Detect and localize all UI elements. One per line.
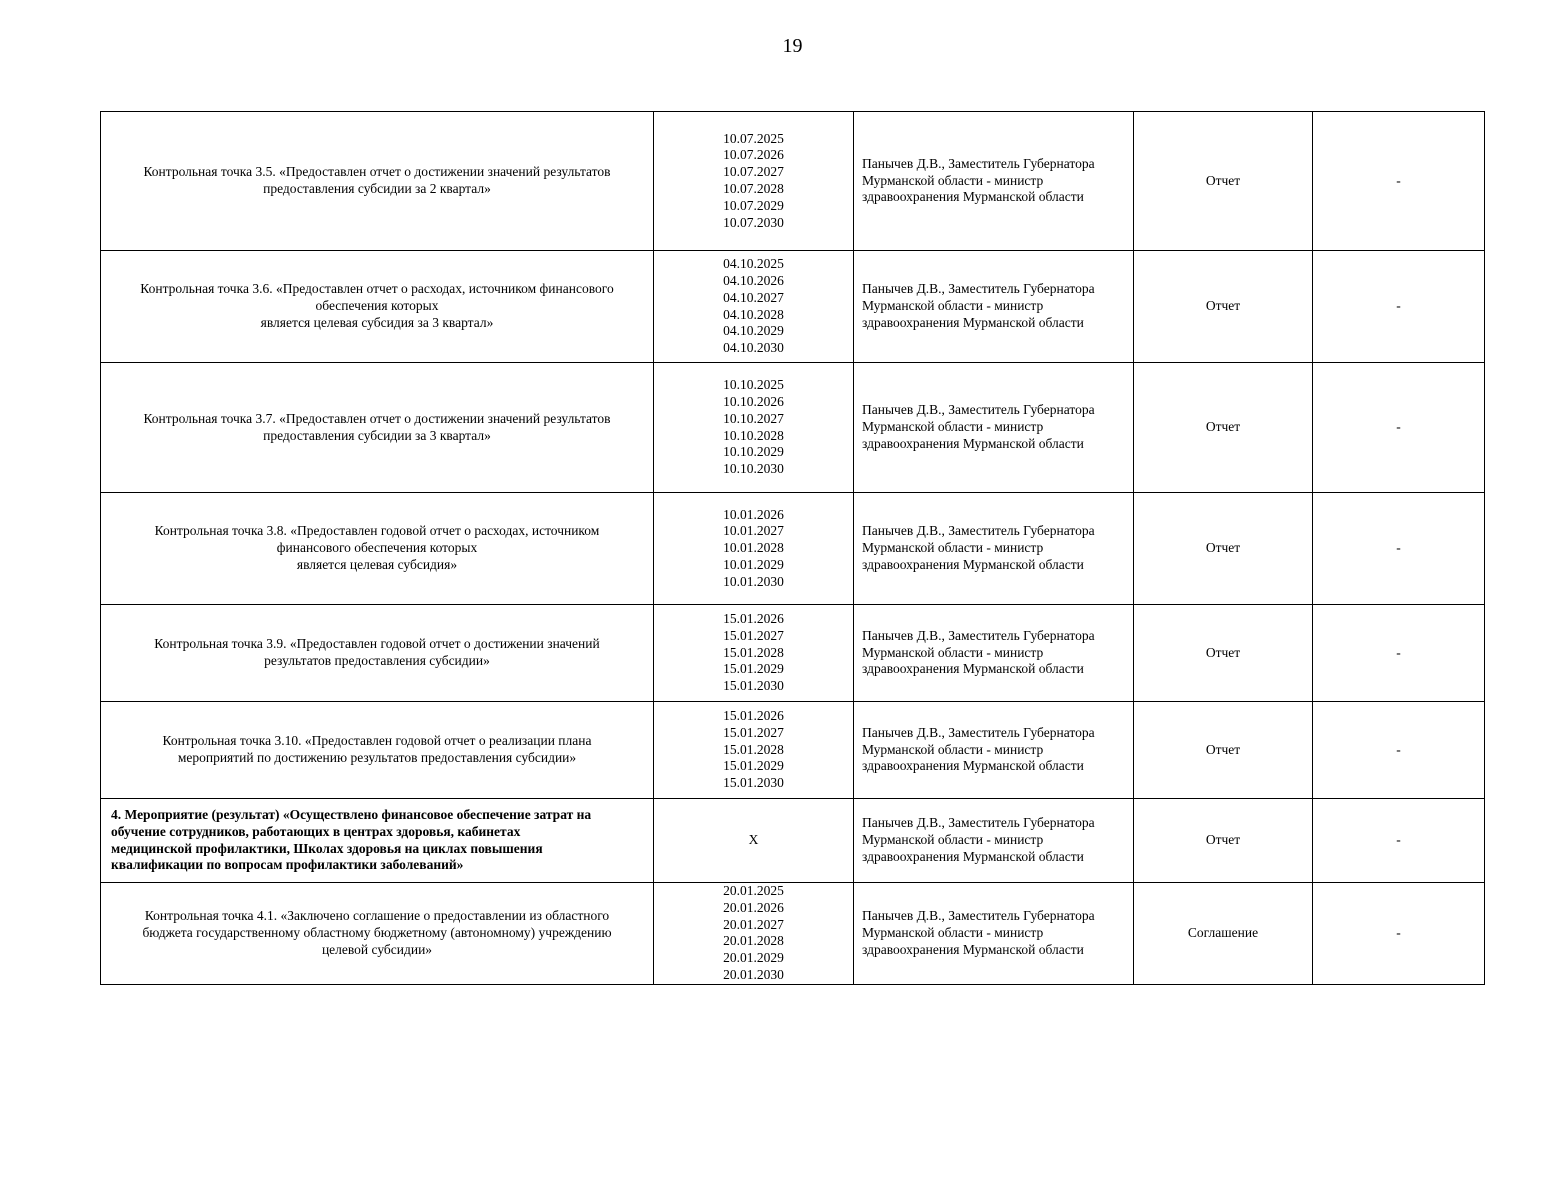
event-name: Контрольная точка 3.6. «Предоставлен отчет о расходах, источником финансового обеспечения которых является целевая субсидия за 3 квартал» [140, 281, 614, 330]
responsible-line: здравоохранения Мурманской области [862, 435, 1084, 451]
table-row [101, 799, 1485, 883]
responsible-cell [854, 605, 1134, 702]
responsible-cell [854, 883, 1134, 985]
date-value: 04.10.2027 [723, 289, 784, 305]
responsible-cell [854, 799, 1134, 883]
dates-cell [654, 883, 854, 985]
document-type-cell: Отчет [1134, 251, 1313, 363]
responsible-line: здравоохранения Мурманской области [862, 848, 1084, 864]
date-value: 04.10.2030 [723, 340, 784, 356]
date-value: 10.10.2030 [723, 461, 784, 477]
responsible-cell [854, 702, 1134, 799]
table-row [101, 605, 1485, 702]
responsible-line: Мурманской области - министр [862, 298, 1044, 314]
event-name: Контрольная точка 3.8. «Предоставлен годовой отчет о расходах, источником финансового обеспечения которых является целевая субсидия» [154, 523, 600, 572]
date-value: 20.01.2029 [723, 950, 784, 966]
date-value: 15.01.2029 [723, 661, 784, 677]
date-value: 15.01.2026 [723, 708, 784, 723]
date-value: 10.01.2026 [723, 506, 784, 522]
dates-cell [654, 112, 854, 251]
responsible-line: Мурманской области - министр [862, 644, 1044, 660]
document-type-cell: Отчет [1134, 605, 1313, 702]
extra-info-cell: - [1313, 493, 1485, 605]
document-type-cell: Отчет [1134, 112, 1313, 251]
table-row [101, 251, 1485, 363]
date-value: 15.01.2029 [723, 758, 784, 774]
responsible-line: Мурманской области - министр [862, 832, 1044, 848]
date-value: 10.07.2027 [723, 164, 784, 180]
responsible-line: Панычев Д.В., Заместитель Губернатора [862, 523, 1095, 539]
extra-info-cell: - [1313, 363, 1485, 493]
date-value: 20.01.2025 [723, 883, 784, 898]
table-body [101, 112, 1485, 985]
responsible-cell [854, 493, 1134, 605]
responsible-line: Мурманской области - министр [862, 172, 1044, 188]
table-row [101, 493, 1485, 605]
responsible-line: здравоохранения Мурманской области [862, 556, 1084, 572]
date-value: 20.01.2027 [723, 916, 784, 932]
responsible-line: Панычев Д.В., Заместитель Губернатора [862, 908, 1095, 924]
event-name: Контрольная точка 3.10. «Предоставлен годовой отчет о реализации плана мероприятий по достижению результатов предоставления субсидии» [162, 733, 592, 765]
document-type-cell: Отчет [1134, 493, 1313, 605]
responsible-line: Панычев Д.В., Заместитель Губернатора [862, 627, 1095, 643]
extra-info-cell: - [1313, 112, 1485, 251]
document-type-cell: Отчет [1134, 702, 1313, 799]
date-value: 15.01.2028 [723, 741, 784, 757]
event-name-cell [101, 112, 654, 251]
event-name-cell [101, 363, 654, 493]
extra-info-cell: - [1313, 883, 1485, 985]
event-name-cell [101, 799, 654, 883]
event-name: Контрольная точка 3.5. «Предоставлен отчет о достижении значений результатов предоставления субсидии за 2 квартал» [143, 164, 611, 196]
date-value: 10.01.2028 [723, 540, 784, 556]
date-value: 10.07.2028 [723, 181, 784, 196]
event-name-cell [101, 605, 654, 702]
date-value: 15.01.2027 [723, 724, 784, 740]
date-value: 04.10.2028 [723, 306, 784, 322]
dates-cell [654, 363, 854, 493]
responsible-line: Панычев Д.В., Заместитель Губернатора [862, 155, 1095, 171]
table-row [101, 702, 1485, 799]
responsible-line: здравоохранения Мурманской области [862, 941, 1084, 957]
date-value: 10.01.2027 [723, 523, 784, 539]
event-name: Контрольная точка 3.9. «Предоставлен годовой отчет о достижении значений результатов предоставления субсидии» [154, 636, 600, 668]
date-value: 15.01.2027 [723, 627, 784, 643]
date-value: 20.01.2028 [723, 933, 784, 949]
event-name-cell [101, 493, 654, 605]
responsible-cell [854, 363, 1134, 493]
responsible-line: Мурманской области - министр [862, 741, 1044, 757]
responsible-line: Панычев Д.В., Заместитель Губернатора [862, 281, 1095, 297]
responsible-line: здравоохранения Мурманской области [862, 314, 1084, 330]
responsible-line: здравоохранения Мурманской области [862, 661, 1084, 677]
date-value: 10.10.2027 [723, 410, 784, 426]
dates-cell [654, 493, 854, 605]
table-row [101, 112, 1485, 251]
responsible-line: Панычев Д.В., Заместитель Губернатора [862, 724, 1095, 740]
date-value: 15.01.2030 [723, 678, 784, 694]
table-row [101, 883, 1485, 985]
responsible-cell [854, 112, 1134, 251]
date-value: 10.07.2025 [723, 130, 784, 146]
date-value: 04.10.2025 [723, 256, 784, 272]
date-value: 20.01.2026 [723, 899, 784, 915]
date-value: 10.07.2026 [723, 147, 784, 163]
event-name-cell [101, 702, 654, 799]
event-name: 4. Мероприятие (результат) «Осуществлено финансовое обеспечение затрат на обучение сотрудников, работающих в центрах здоровья, кабинетах медицинской профилактики, Школах здоровья на циклах повышения квалификации по вопросам профилактики заболеваний» [111, 806, 592, 873]
dates-cell [654, 605, 854, 702]
table-row [101, 363, 1485, 493]
event-name: Контрольная точка 3.7. «Предоставлен отчет о достижении значений результатов предоставления субсидии за 3 квартал» [143, 410, 611, 443]
date-value: 10.07.2029 [723, 197, 784, 213]
date-value: 10.10.2029 [723, 444, 784, 460]
date-value: 04.10.2026 [723, 272, 784, 288]
responsible-line: здравоохранения Мурманской области [862, 758, 1084, 774]
date-value: 10.10.2026 [723, 393, 784, 409]
responsible-line: Панычев Д.В., Заместитель Губернатора [862, 815, 1095, 831]
date-value: 10.01.2030 [723, 573, 784, 589]
document-type-cell: Соглашение [1134, 883, 1313, 985]
responsible-line: Панычев Д.В., Заместитель Губернатора [862, 402, 1095, 418]
event-name: Контрольная точка 4.1. «Заключено соглашение о предоставлении из областного бюджета государственному областному бюджетному (автономному) учреждению целевой субсидии» [142, 908, 612, 957]
date-value: 20.01.2030 [723, 966, 784, 982]
dates-cell [654, 799, 854, 883]
date-value: 10.10.2025 [723, 377, 784, 393]
extra-info-cell: - [1313, 251, 1485, 363]
date-value: 10.07.2030 [723, 214, 784, 230]
dates-cell [654, 702, 854, 799]
date-value: 04.10.2029 [723, 323, 784, 339]
dates-cell [654, 251, 854, 363]
responsible-cell [854, 251, 1134, 363]
extra-info-cell: - [1313, 702, 1485, 799]
date-value: 10.01.2029 [723, 556, 784, 572]
responsible-line: здравоохранения Мурманской области [862, 189, 1084, 205]
extra-info-cell: - [1313, 799, 1485, 883]
responsible-line: Мурманской области - министр [862, 419, 1044, 435]
extra-info-cell: - [1313, 605, 1485, 702]
date-value: 10.10.2028 [723, 427, 784, 443]
event-name-cell [101, 883, 654, 985]
responsible-line: Мурманской области - министр [862, 924, 1044, 940]
document-type-cell: Отчет [1134, 799, 1313, 883]
responsible-line: Мурманской области - министр [862, 540, 1044, 556]
date-value: X [748, 832, 759, 848]
event-name-cell [101, 251, 654, 363]
control-points-table [100, 111, 1485, 985]
page-number: 19 [782, 35, 803, 57]
document-type-cell: Отчет [1134, 363, 1313, 493]
date-value: 15.01.2026 [723, 611, 784, 626]
date-value: 15.01.2030 [723, 775, 784, 791]
date-value: 15.01.2028 [723, 644, 784, 660]
